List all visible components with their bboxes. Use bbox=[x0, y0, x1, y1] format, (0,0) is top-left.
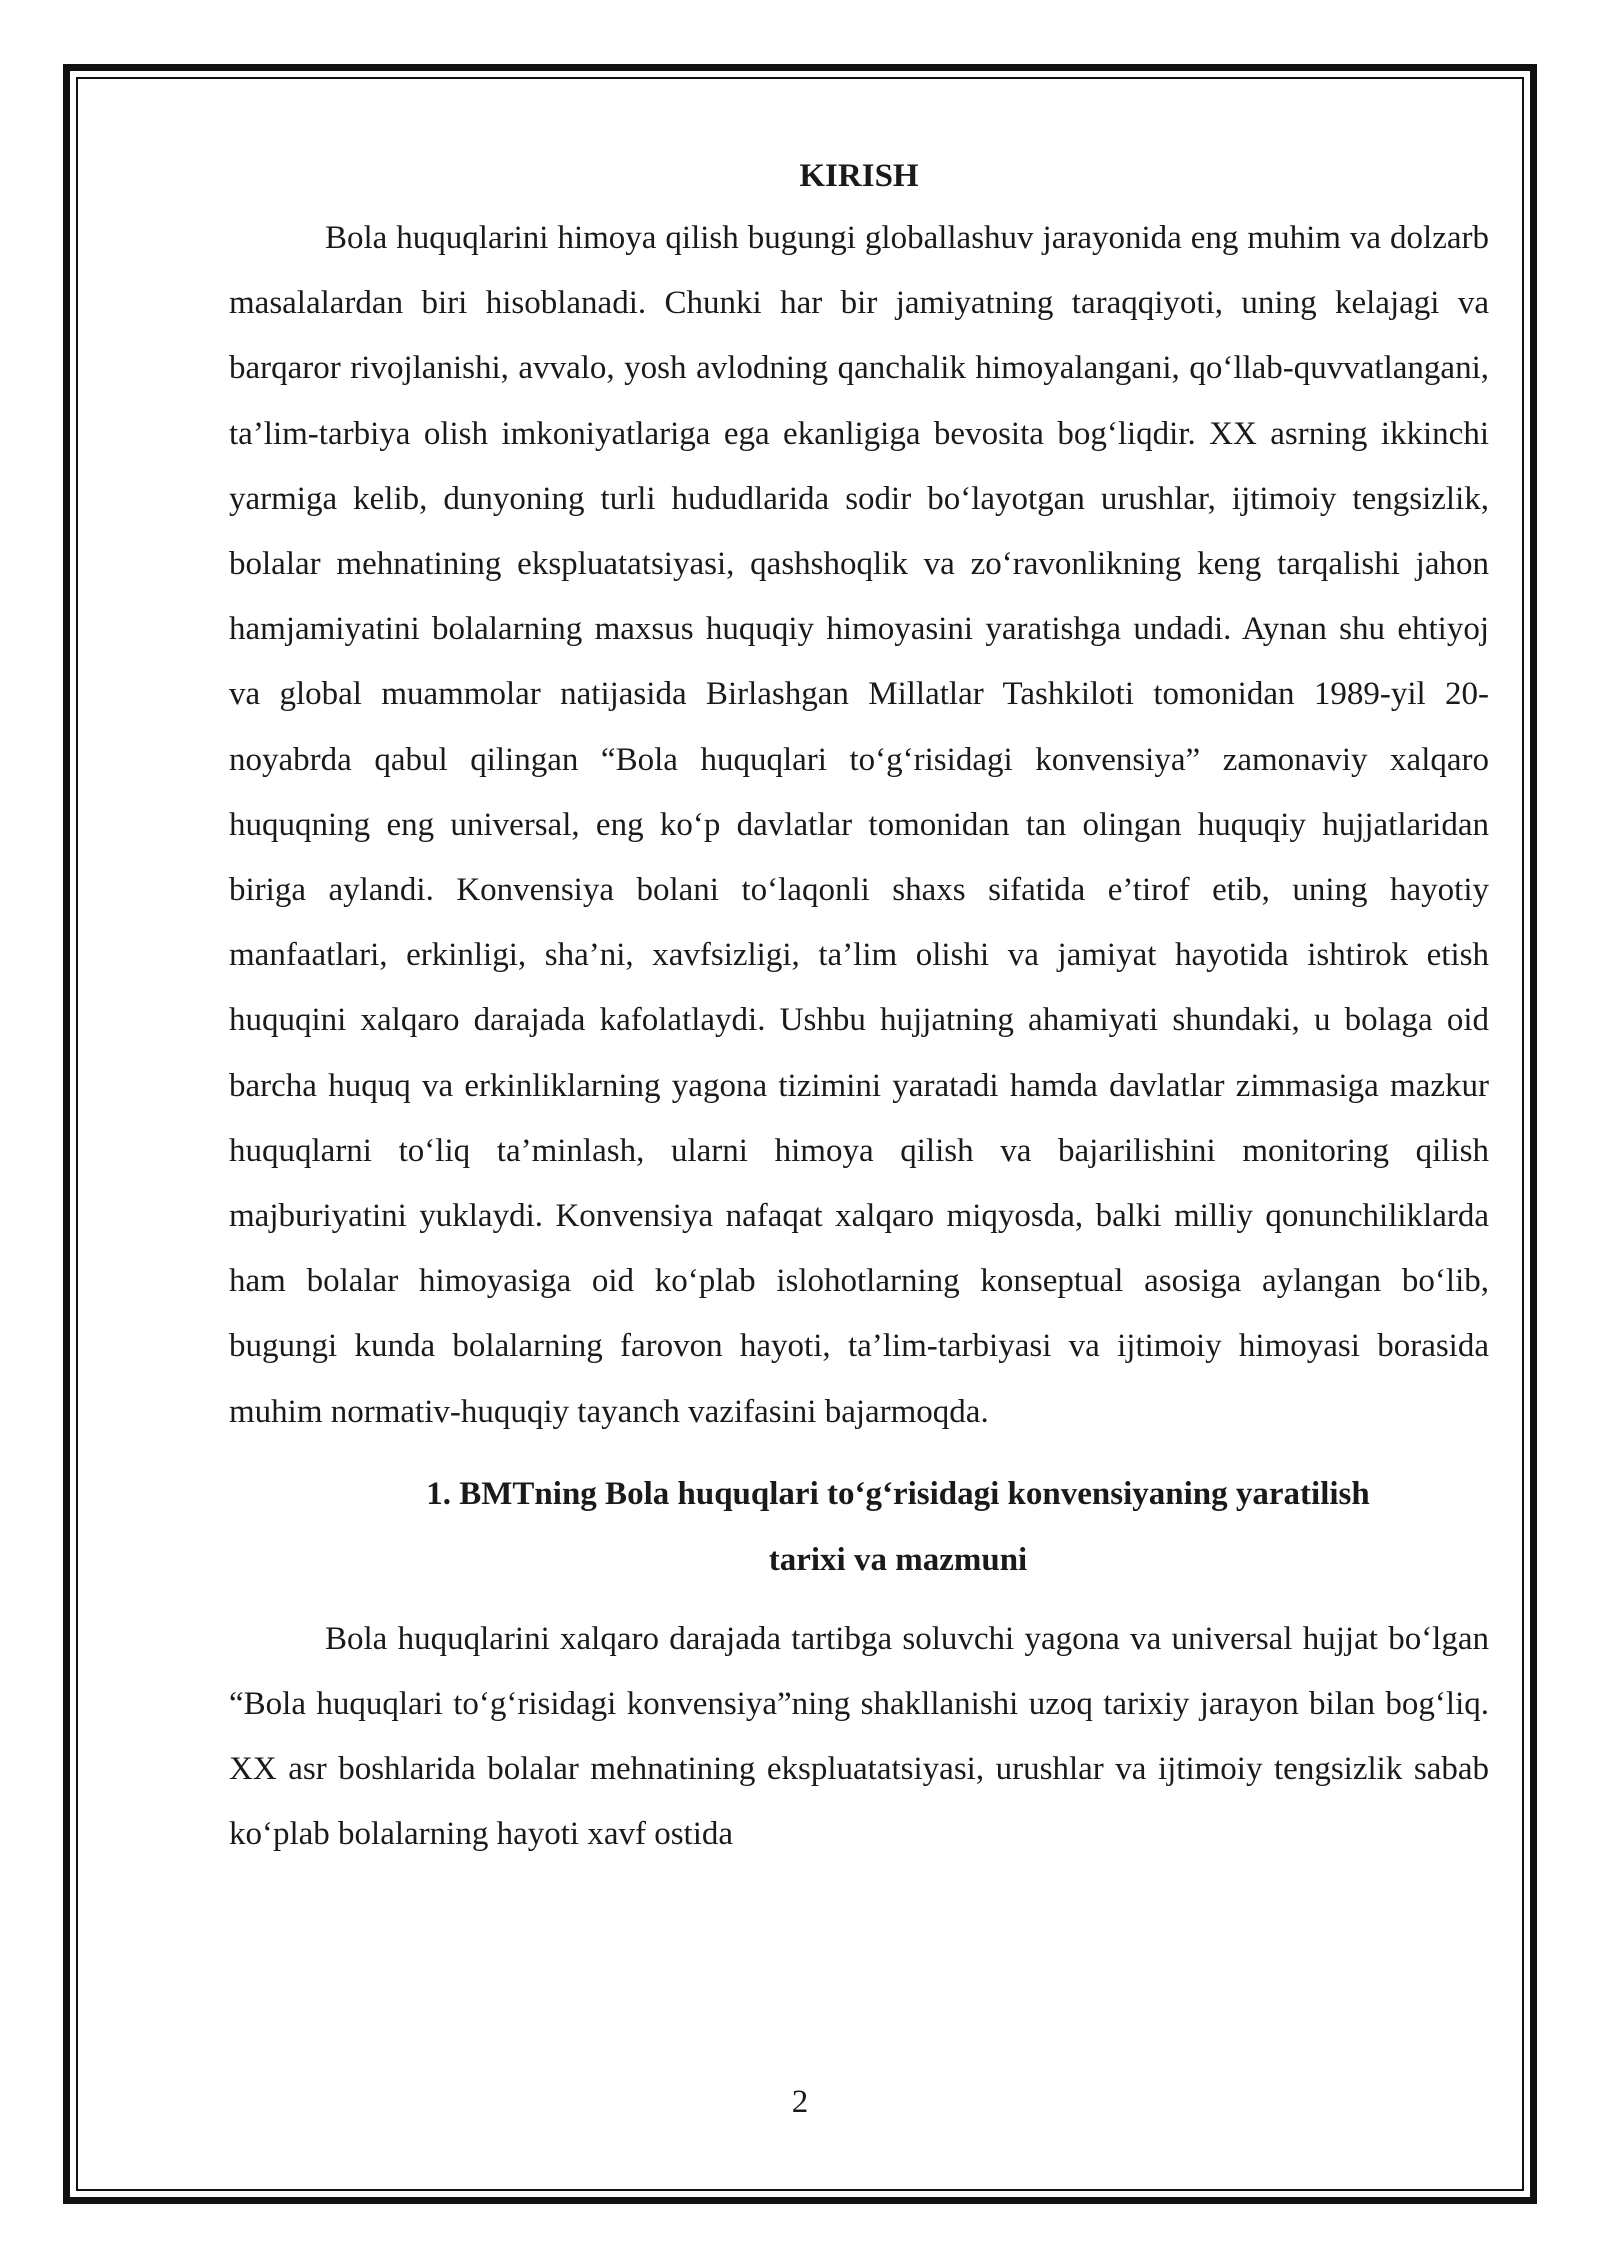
page-number: 2 bbox=[791, 2084, 809, 2120]
page-heading: KIRISH bbox=[799, 158, 919, 194]
section-title-line-2: tarixi va mazmuni bbox=[768, 1541, 1028, 1578]
intro-paragraph: Bola huquqlarini himoya qilish bugungi globallashuv jarayonida eng muhim va dolzarb masalalardan biri hisoblanadi. Chunki har bir jamiyatning taraqqiyoti, uning kelajagi va barqaror rivojlanishi, avvalo, yosh avlodning qanchalik himoyalangani, qo‘llab-quvvatlangani, ta’lim-tarbiya olish imkoniyatlariga ega ekanligiga bevosita bog‘liqdir. XX asrning ikkinchi yarmiga kelib, dunyoning turli hududlarida sodir bo‘layotgan urushlar, ijtimoiy tengsizlik, bolalar mehnatining ekspluatatsiyasi, qashshoqlik va zo‘ravonlikning keng tarqalishi jahon hamjamiyatini bolalarning maxsus huquqiy himoyasini yaratishga undadi. Aynan shu ehtiyoj va global muammolar natijasida Birlashgan Millatlar Tashkiloti tomonidan 1989-yil 20-noyabrda qabul qilingan “Bola huquqlari to‘g‘risidagi konvensiya” zamonaviy xalqaro huquqning eng universal, eng ko‘p davlatlar tomonidan tan olingan huquqiy hujjatlaridan biriga aylandi. Konvensiya bolani to‘laqonli shaxs sifatida e’tirof etib, uning hayotiy manfaatlari, erkinligi, sha’ni, xavfsizligi, ta’lim olishi va jamiyat hayotida ishtirok etish huquqini xalqaro darajada kafolatlaydi. Ushbu hujjatning ahamiyati shundaki, u bolaga oid barcha huquq va erkinliklarning yagona tizimini yaratadi hamda davlatlar zimmasiga mazkur huquqlarni to‘liq ta’minlash, ularni himoya qilish va bajarilishini monitoring qilish majburiyatini yuklaydi. Konvensiya nafaqat xalqaro miqyosda, balki milliy qonunchiliklarda ham bolalar himoyasiga oid ko‘plab islohotlarning konseptual asosiga aylangan bo‘lib, bugungi kunda bolalarning farovon hayoti, ta’lim-tarbiyasi va ijtimoiy himoyasi borasida muhim normativ-huquqiy tayanch vazifasini bajarmoqda. bbox=[229, 220, 1489, 1430]
document-body bbox=[229, 146, 1489, 1868]
section-title bbox=[229, 1461, 1489, 1593]
section-title-line-1: 1. BMTning Bola huquqlari to‘g‘risidagi konvensiyaning yaratilish bbox=[426, 1475, 1370, 1512]
section-paragraph: Bola huquqlarini xalqaro darajada tartibga soluvchi yagona va universal hujjat bo‘lgan “Bola huquqlari to‘g‘risidagi konvensiya”ning shakllanishi uzoq tarixiy jarayon bilan bog‘liq. XX asr boshlarida bolalar mehnatining ekspluatatsiyasi, urushlar va ijtimoiy tengsizlik sabab ko‘plab bolalarning hayoti xavf ostida bbox=[229, 1620, 1489, 1853]
